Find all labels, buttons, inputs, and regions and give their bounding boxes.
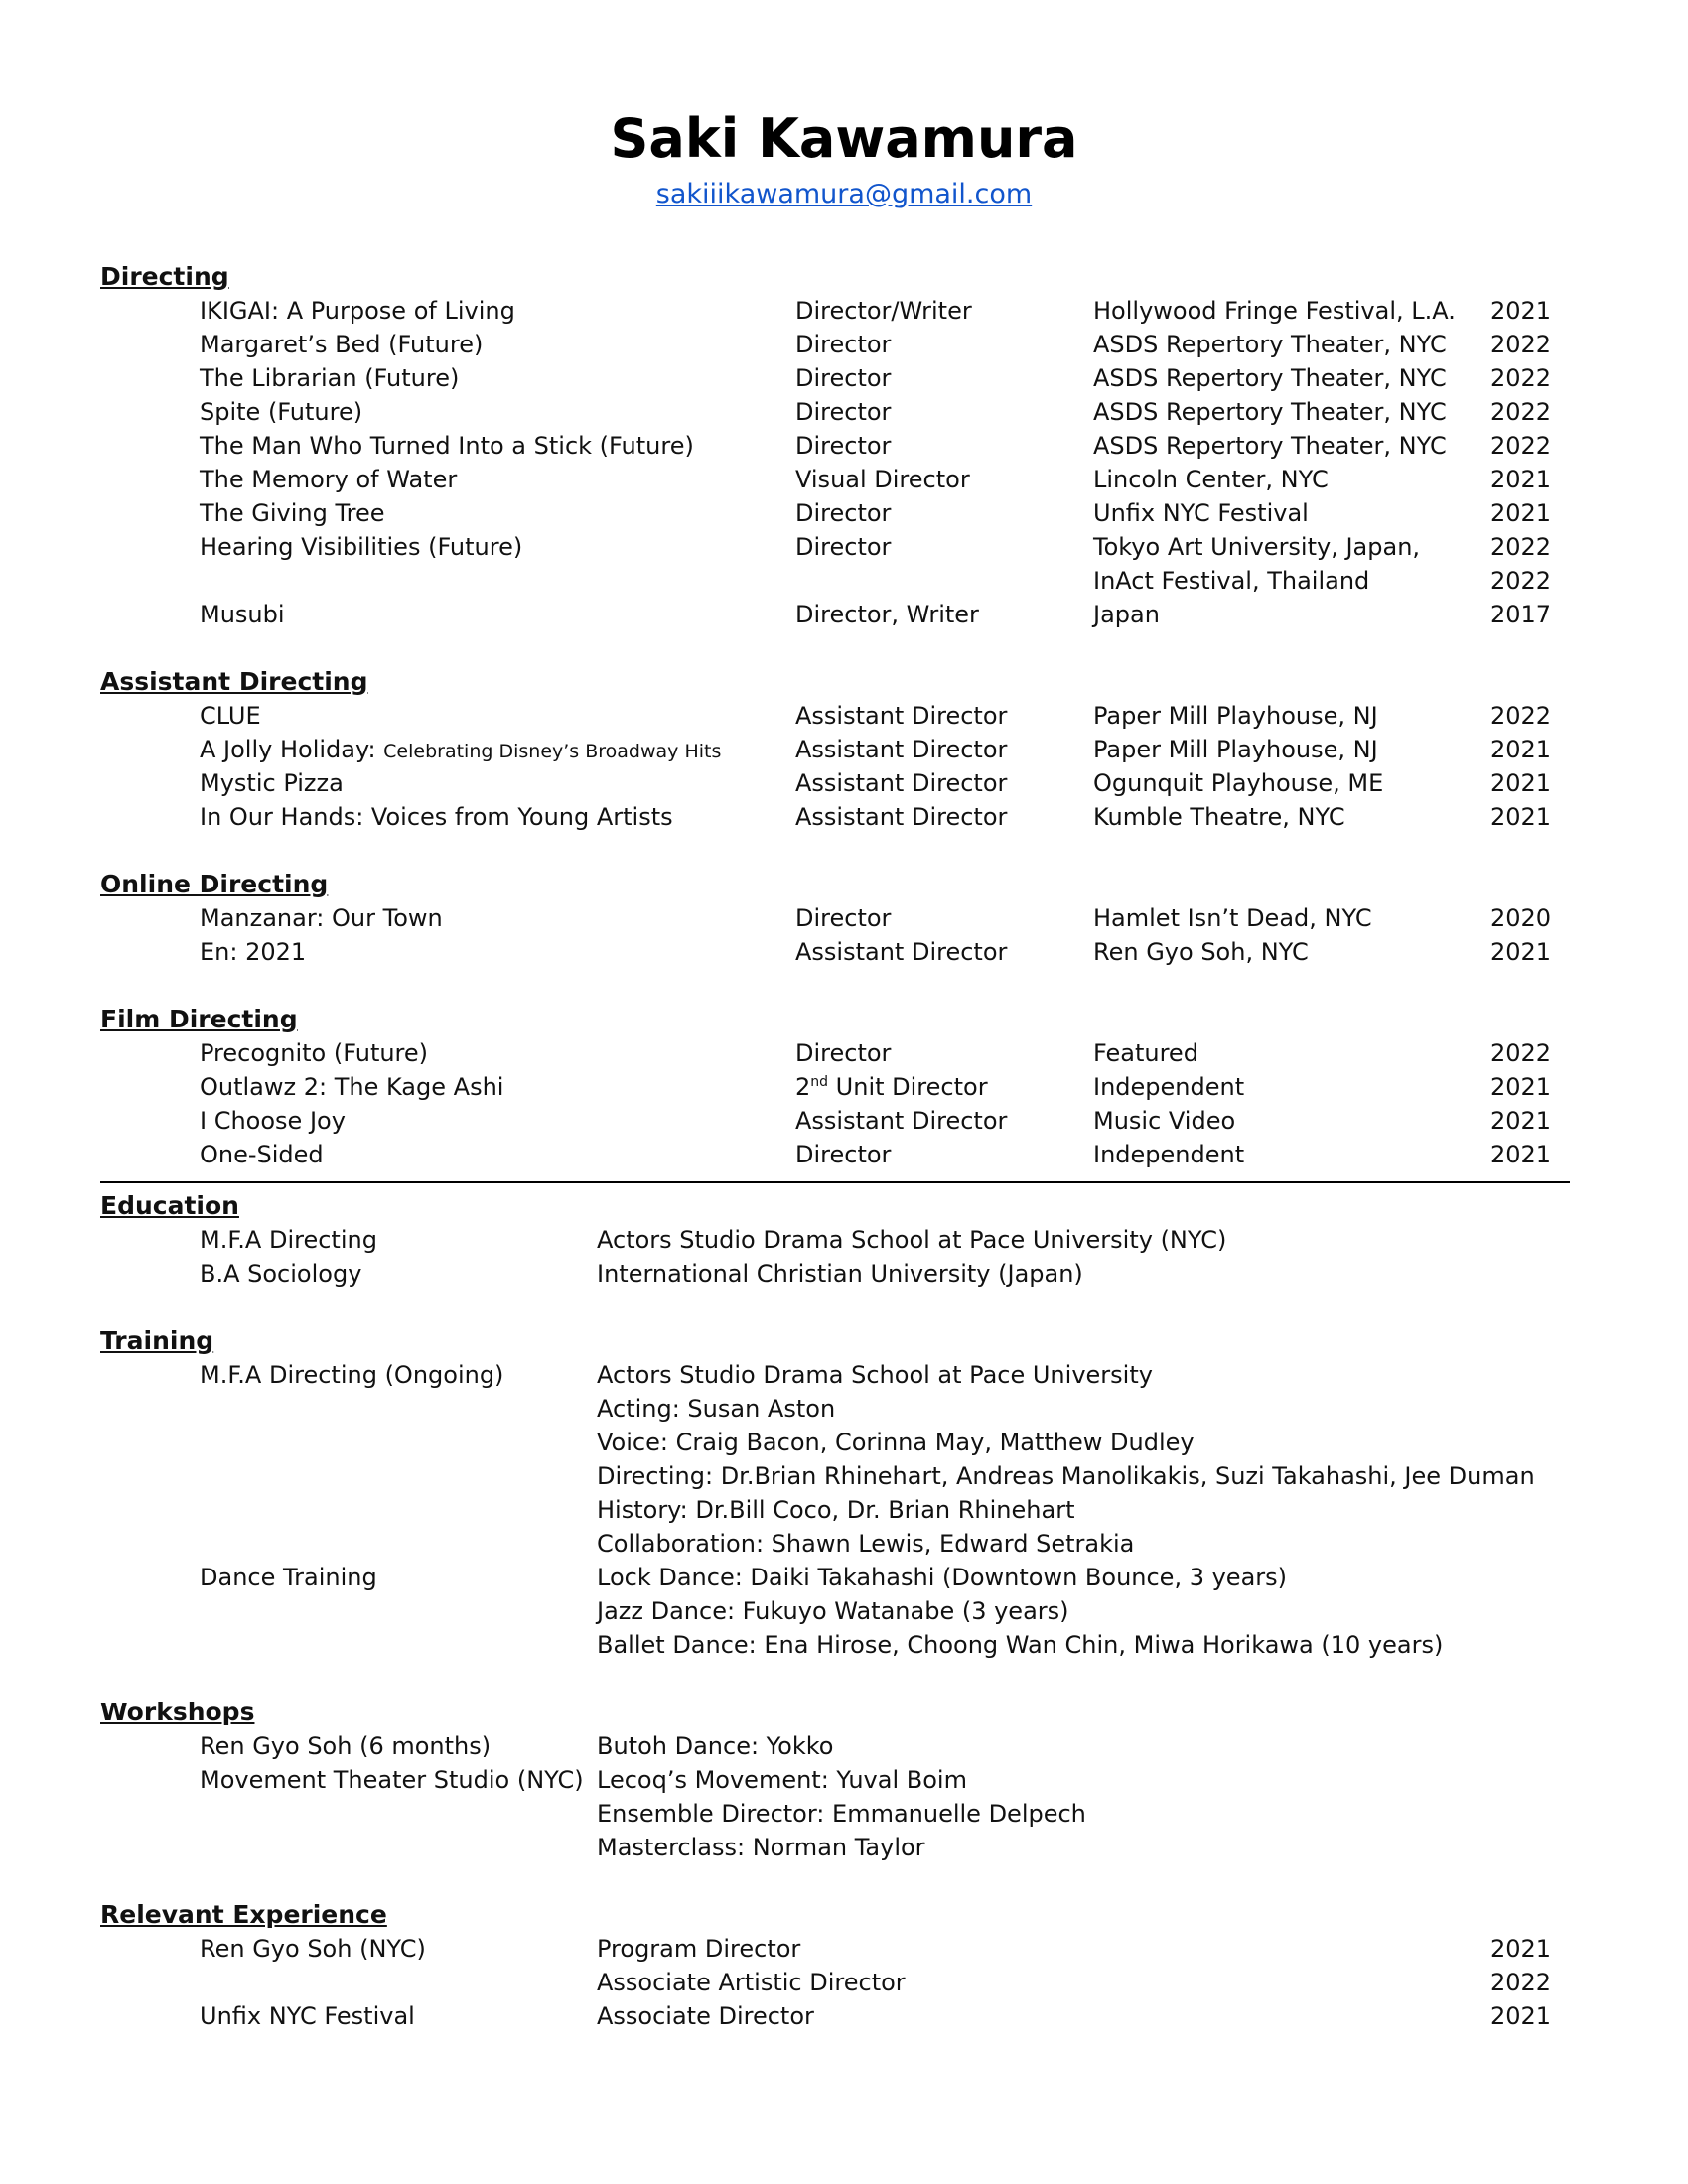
credit-venue: Paper Mill Playhouse, NJ [1093,702,1378,730]
entry-detail: Actors Studio Drama School at Pace University [597,1361,1153,1389]
entry-label: Movement Theater Studio (NYC) [200,1766,584,1794]
entry-detail: Ensemble Director: Emmanuelle Delpech [597,1800,1086,1828]
credit-year: 2021 [1490,297,1552,325]
credit-venue: Japan [1093,601,1160,628]
entry-detail: Associate Director [597,2002,814,2030]
credit-title: The Giving Tree [200,499,385,527]
credit-role: Director [795,331,892,358]
entry-detail: Lock Dance: Daiki Takahashi (Downtown Bounce, 3 years) [597,1564,1288,1591]
table-row [100,429,1570,463]
table-row [100,1594,1570,1628]
credit-year: 2022 [1490,1039,1552,1067]
credit-role: Director/Writer [795,297,972,325]
entry-label: Unfix NYC Festival [200,2002,415,2030]
table-row [100,361,1570,395]
credit-venue: Paper Mill Playhouse, NJ [1093,736,1378,763]
credit-year: 2021 [1490,1141,1552,1168]
section-title-film-directing: Film Directing [100,1005,298,1033]
credit-title [200,733,721,768]
credit-venue: Unfix NYC Festival [1093,499,1309,527]
table-row [100,1831,1570,1864]
resume-body [100,260,1570,2033]
entry-detail: Collaboration: Shawn Lewis, Edward Setrakia [597,1530,1135,1558]
entry-label: M.F.A Directing [200,1226,377,1254]
entry-detail: Directing: Dr.Brian Rhinehart, Andreas Manolikakis, Suzi Takahashi, Jee Duman [597,1462,1535,1490]
table-row [100,1358,1570,1392]
credit-venue: Tokyo Art University, Japan, [1093,533,1421,561]
entry-detail: Butoh Dance: Yokko [597,1732,834,1760]
entry-detail: History: Dr.Bill Coco, Dr. Brian Rhinehart [597,1496,1075,1524]
entry-year: 2021 [1490,1935,1552,1963]
credit-title: One-Sided [200,1141,324,1168]
table-row [100,1036,1570,1070]
entry-detail: Actors Studio Drama School at Pace University (NYC) [597,1226,1227,1254]
credit-role-text: Director [795,1039,892,1067]
credit-venue: Independent [1093,1141,1245,1168]
credit-role: Assistant Director [795,702,1008,730]
entry-label: Dance Training [200,1564,377,1591]
credit-year: 2022 [1490,432,1552,460]
credit-year: 2021 [1490,466,1552,493]
entry-detail: Voice: Craig Bacon, Corinna May, Matthew Dudley [597,1429,1195,1456]
entry-detail: Jazz Dance: Fukuyo Watanabe (3 years) [597,1597,1069,1625]
credit-title-main: Mystic Pizza [200,769,344,797]
credit-title: I Choose Joy [200,1107,346,1135]
table-row [100,1763,1570,1797]
credit-year: 2021 [1490,736,1552,763]
table-row [100,1729,1570,1763]
table-row [100,901,1570,935]
credit-title: The Man Who Turned Into a Stick (Future) [200,432,694,460]
table-row [100,294,1570,328]
credit-year: 2021 [1490,1073,1552,1101]
credit-venue: Music Video [1093,1107,1236,1135]
credit-venue: Ren Gyo Soh, NYC [1093,938,1309,966]
table-row [100,1999,1570,2033]
credit-venue: ASDS Repertory Theater, NYC [1093,364,1447,392]
credit-role: Visual Director [795,466,970,493]
section-spacer [100,834,1570,868]
table-row [100,935,1570,969]
entry-detail: Ballet Dance: Ena Hirose, Choong Wan Chin, Miwa Horikawa (10 years) [597,1631,1444,1659]
table-row [100,564,1570,598]
credit-role [795,1138,891,1171]
credit-title-main: In Our Hands: Voices from Young Artists [200,803,673,831]
credit-year: 2021 [1490,499,1552,527]
credit-title [200,800,673,836]
table-row [100,1797,1570,1831]
credit-venue: Hollywood Fringe Festival, L.A. [1093,297,1456,325]
table-row [100,1628,1570,1662]
credit-venue: Ogunquit Playhouse, ME [1093,769,1384,797]
entry-detail: International Christian University (Japan) [597,1260,1083,1288]
credit-title: Margaret’s Bed (Future) [200,331,484,358]
credit-role: Director [795,499,892,527]
table-row [100,766,1570,800]
credit-title: Hearing Visibilities (Future) [200,533,523,561]
credit-venue: Lincoln Center, NYC [1093,466,1329,493]
entry-label: B.A Sociology [200,1260,362,1288]
credit-role-ordinal-suffix: nd [810,1074,829,1090]
credit-venue: Kumble Theatre, NYC [1093,803,1345,831]
entry-label: M.F.A Directing (Ongoing) [200,1361,504,1389]
credit-year: 2021 [1490,938,1552,966]
credit-venue: Featured [1093,1039,1198,1067]
credit-title: Outlawz 2: The Kage Ashi [200,1073,504,1101]
credit-year: 2022 [1490,567,1552,595]
table-row [100,463,1570,496]
section-title-training: Training [100,1326,214,1355]
credit-role: Assistant Director [795,803,1008,831]
credit-role: Director, Writer [795,601,979,628]
entry-detail: Program Director [597,1935,801,1963]
resume-name: Saki Kawamura [610,107,1078,170]
table-row [100,1932,1570,1966]
credit-role: Assistant Director [795,938,1008,966]
table-row [100,1223,1570,1257]
credit-title: Precognito (Future) [200,1039,429,1067]
credit-role: Director [795,904,892,932]
credit-role [795,1104,1007,1138]
credit-role: Director [795,398,892,426]
section-title-education: Education [100,1191,239,1220]
entry-year: 2022 [1490,1969,1552,1996]
credit-title: Spite (Future) [200,398,363,426]
credit-role: Director [795,533,892,561]
table-row [100,1966,1570,1999]
credit-year: 2021 [1490,803,1552,831]
table-row [100,598,1570,631]
credit-role: Assistant Director [795,736,1008,763]
table-row [100,1527,1570,1561]
section-title-directing: Directing [100,262,229,291]
credit-role: Assistant Director [795,769,1008,797]
section-spacer [100,1291,1570,1324]
credit-year: 2017 [1490,601,1552,628]
table-row [100,530,1570,564]
credit-year: 2022 [1490,533,1552,561]
section-spacer [100,969,1570,1003]
credit-venue: ASDS Repertory Theater, NYC [1093,432,1447,460]
table-row [100,328,1570,361]
credit-title: En: 2021 [200,938,307,966]
credit-role [795,1070,988,1104]
credit-year: 2022 [1490,331,1552,358]
credit-venue: Hamlet Isn’t Dead, NYC [1093,904,1372,932]
section-title-assistant-directing: Assistant Directing [100,667,368,696]
credit-venue: ASDS Repertory Theater, NYC [1093,331,1447,358]
credit-venue: Independent [1093,1073,1245,1101]
credit-role: Director [795,432,892,460]
section-title-relevant-experience: Relevant Experience [100,1900,387,1929]
credit-role-text: Director [795,1141,892,1168]
table-row [100,1392,1570,1426]
credit-role [795,1036,891,1070]
entry-detail: Lecoq’s Movement: Yuval Boim [597,1766,967,1794]
section-title-workshops: Workshops [100,1698,255,1726]
credit-title: The Memory of Water [200,466,458,493]
credit-venue: InAct Festival, Thailand [1093,567,1370,595]
entry-label: Ren Gyo Soh (6 months) [200,1732,492,1760]
table-row [100,733,1570,766]
table-row [100,1493,1570,1527]
credit-role-ordinal: 2 [795,1073,811,1101]
section-spacer [100,631,1570,665]
section-spacer [100,1864,1570,1898]
credit-year: 2020 [1490,904,1552,932]
table-row [100,496,1570,530]
table-row [100,1104,1570,1138]
email-link[interactable]: sakiiikawamura@gmail.com [655,179,1033,209]
table-row [100,800,1570,834]
table-row [100,395,1570,429]
credit-title: IKIGAI: A Purpose of Living [200,297,515,325]
table-row [100,1070,1570,1104]
credit-role-text: Assistant Director [795,1107,1008,1135]
entry-label: Ren Gyo Soh (NYC) [200,1935,426,1963]
credit-title [200,766,344,802]
table-row [100,699,1570,733]
credit-year: 2022 [1490,702,1552,730]
entry-detail: Acting: Susan Aston [597,1395,836,1423]
credit-role: Director [795,364,892,392]
credit-year: 2021 [1490,1107,1552,1135]
horizontal-divider [100,1181,1570,1183]
credit-year: 2022 [1490,398,1552,426]
entry-year: 2021 [1490,2002,1552,2030]
credit-title [200,699,261,735]
table-row [100,1561,1570,1594]
credit-role-text: Unit Director [828,1073,988,1101]
credit-venue: ASDS Repertory Theater, NYC [1093,398,1447,426]
credit-title-main: CLUE [200,702,261,730]
credit-title-subtitle: Celebrating Disney’s Broadway Hits [383,741,722,762]
section-title-online-directing: Online Directing [100,870,329,898]
credit-year: 2021 [1490,769,1552,797]
entry-detail: Associate Artistic Director [597,1969,906,1996]
credit-year: 2022 [1490,364,1552,392]
table-row [100,1426,1570,1459]
entry-detail: Masterclass: Norman Taylor [597,1834,925,1861]
table-row [100,1138,1570,1171]
credit-title-main: A Jolly Holiday: [200,736,384,763]
section-spacer [100,1662,1570,1696]
table-row [100,1257,1570,1291]
credit-title: Musubi [200,601,285,628]
table-row [100,1459,1570,1493]
credit-title: The Librarian (Future) [200,364,460,392]
credit-title: Manzanar: Our Town [200,904,443,932]
